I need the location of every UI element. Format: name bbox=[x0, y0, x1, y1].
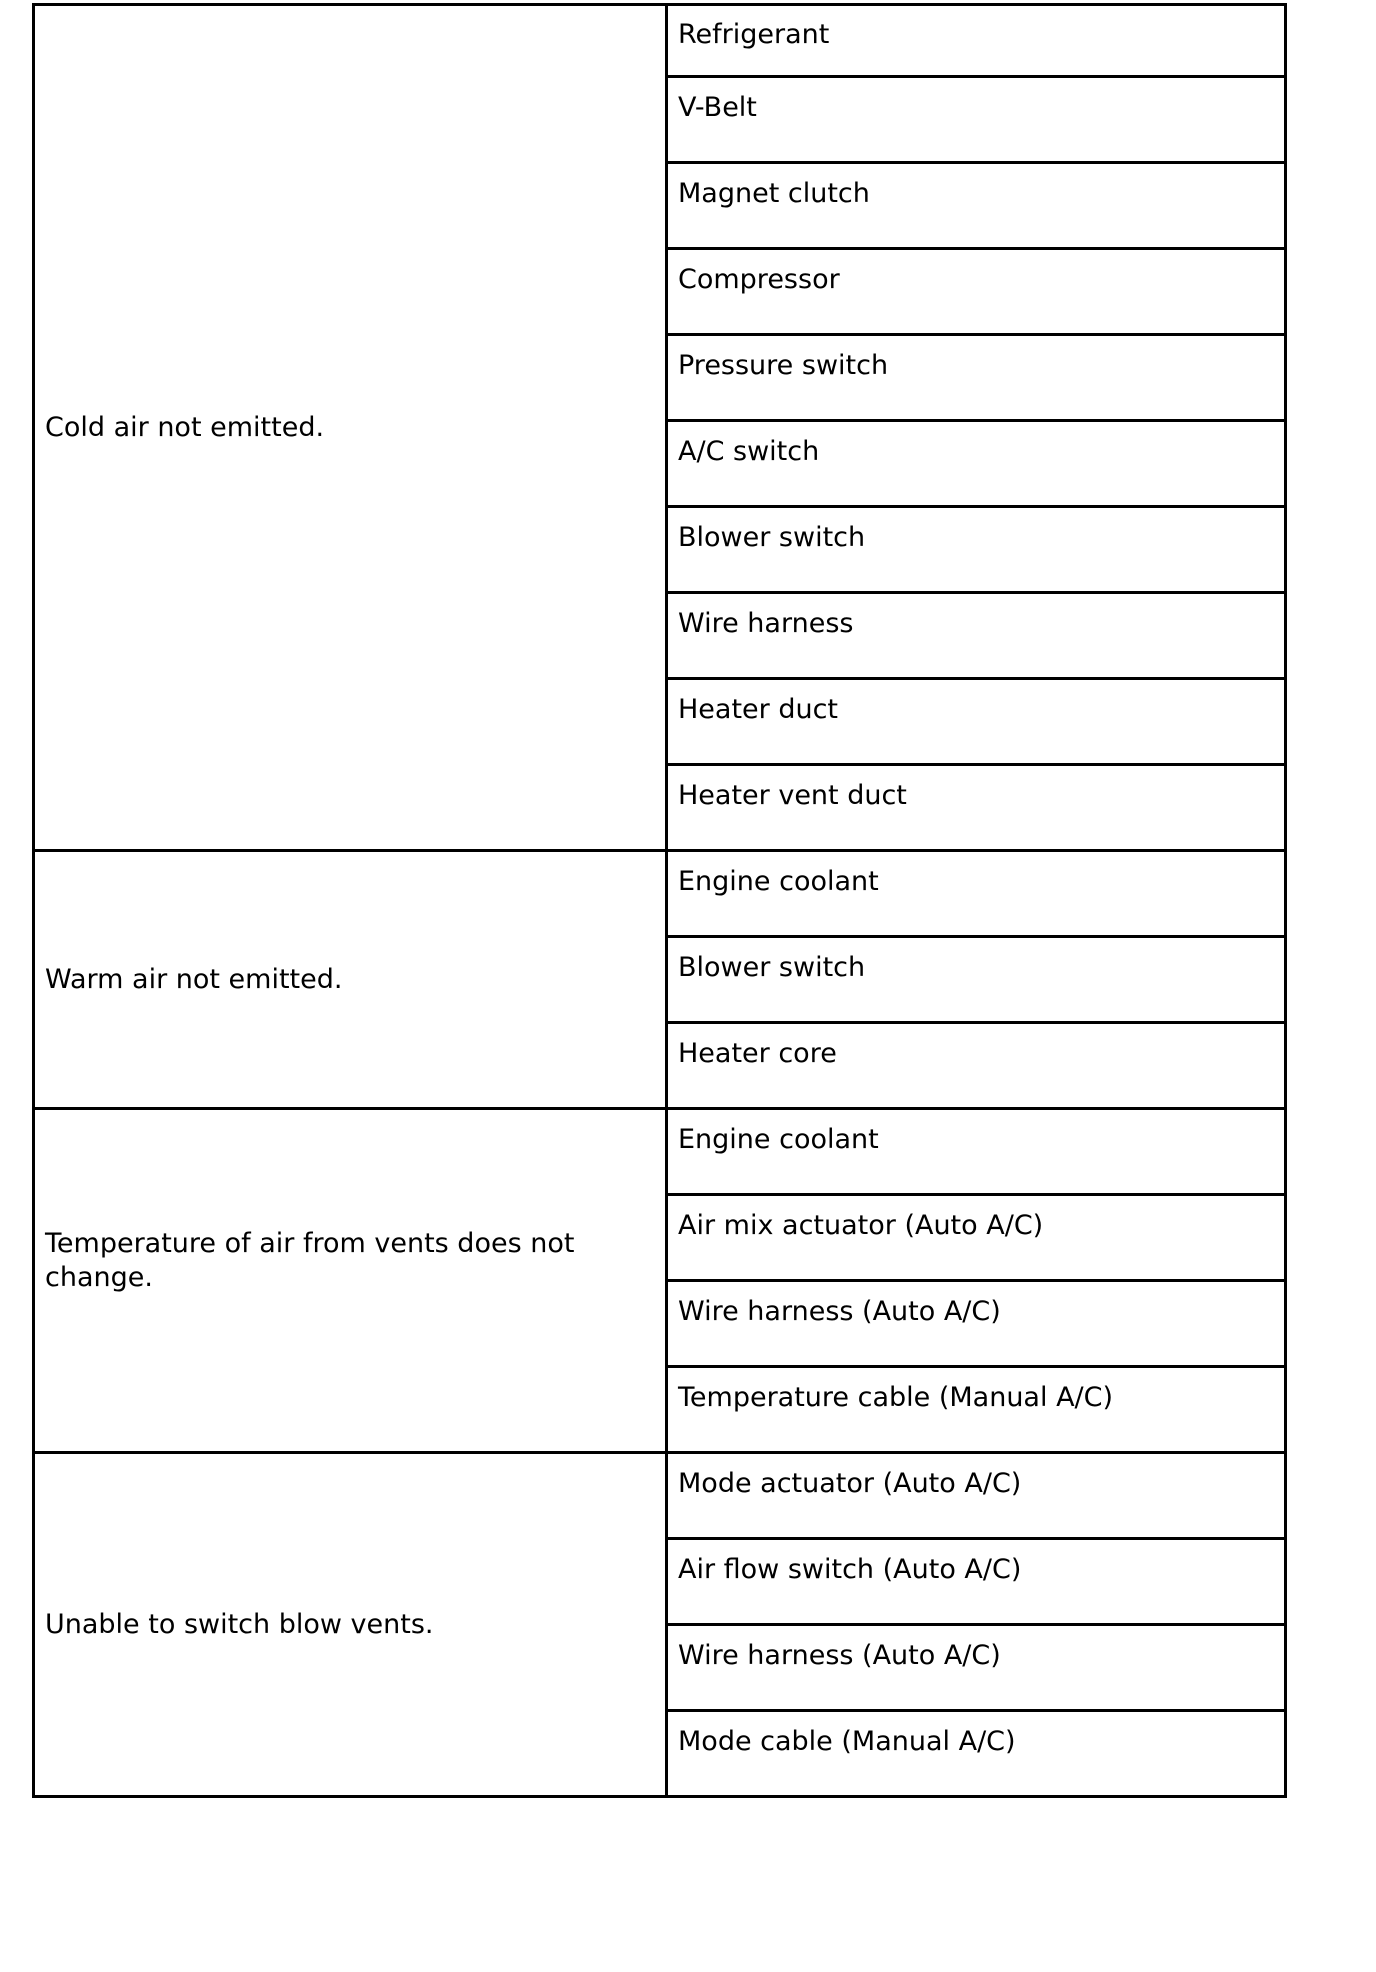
symptom-cell: Unable to switch blow vents. bbox=[34, 1453, 667, 1797]
symptom-cell: Temperature of air from vents does not change. bbox=[34, 1109, 667, 1453]
cause-cell: Pressure switch bbox=[667, 335, 1286, 421]
cause-cell: Heater vent duct bbox=[667, 765, 1286, 851]
cause-cell: Engine coolant bbox=[667, 851, 1286, 937]
table-row bbox=[34, 1453, 1286, 1539]
cause-cell: Heater core bbox=[667, 1023, 1286, 1109]
cause-cell: Wire harness (Auto A/C) bbox=[667, 1281, 1286, 1367]
troubleshooting-table bbox=[32, 3, 1287, 1798]
cause-cell: Blower switch bbox=[667, 937, 1286, 1023]
table-row bbox=[34, 851, 1286, 937]
symptom-cell: Cold air not emitted. bbox=[34, 5, 667, 851]
cause-cell: Compressor bbox=[667, 249, 1286, 335]
cause-cell: Mode actuator (Auto A/C) bbox=[667, 1453, 1286, 1539]
cause-cell: Wire harness (Auto A/C) bbox=[667, 1625, 1286, 1711]
cause-cell: Engine coolant bbox=[667, 1109, 1286, 1195]
table-row bbox=[34, 5, 1286, 77]
table-row bbox=[34, 1109, 1286, 1195]
cause-cell: V-Belt bbox=[667, 77, 1286, 163]
cause-cell: Magnet clutch bbox=[667, 163, 1286, 249]
cause-cell: Blower switch bbox=[667, 507, 1286, 593]
cause-cell: Refrigerant bbox=[667, 5, 1286, 77]
cause-cell: Air mix actuator (Auto A/C) bbox=[667, 1195, 1286, 1281]
cause-cell: Air flow switch (Auto A/C) bbox=[667, 1539, 1286, 1625]
cause-cell: A/C switch bbox=[667, 421, 1286, 507]
symptom-cell: Warm air not emitted. bbox=[34, 851, 667, 1109]
cause-cell: Temperature cable (Manual A/C) bbox=[667, 1367, 1286, 1453]
cause-cell: Heater duct bbox=[667, 679, 1286, 765]
cause-cell: Mode cable (Manual A/C) bbox=[667, 1711, 1286, 1797]
cause-cell: Wire harness bbox=[667, 593, 1286, 679]
